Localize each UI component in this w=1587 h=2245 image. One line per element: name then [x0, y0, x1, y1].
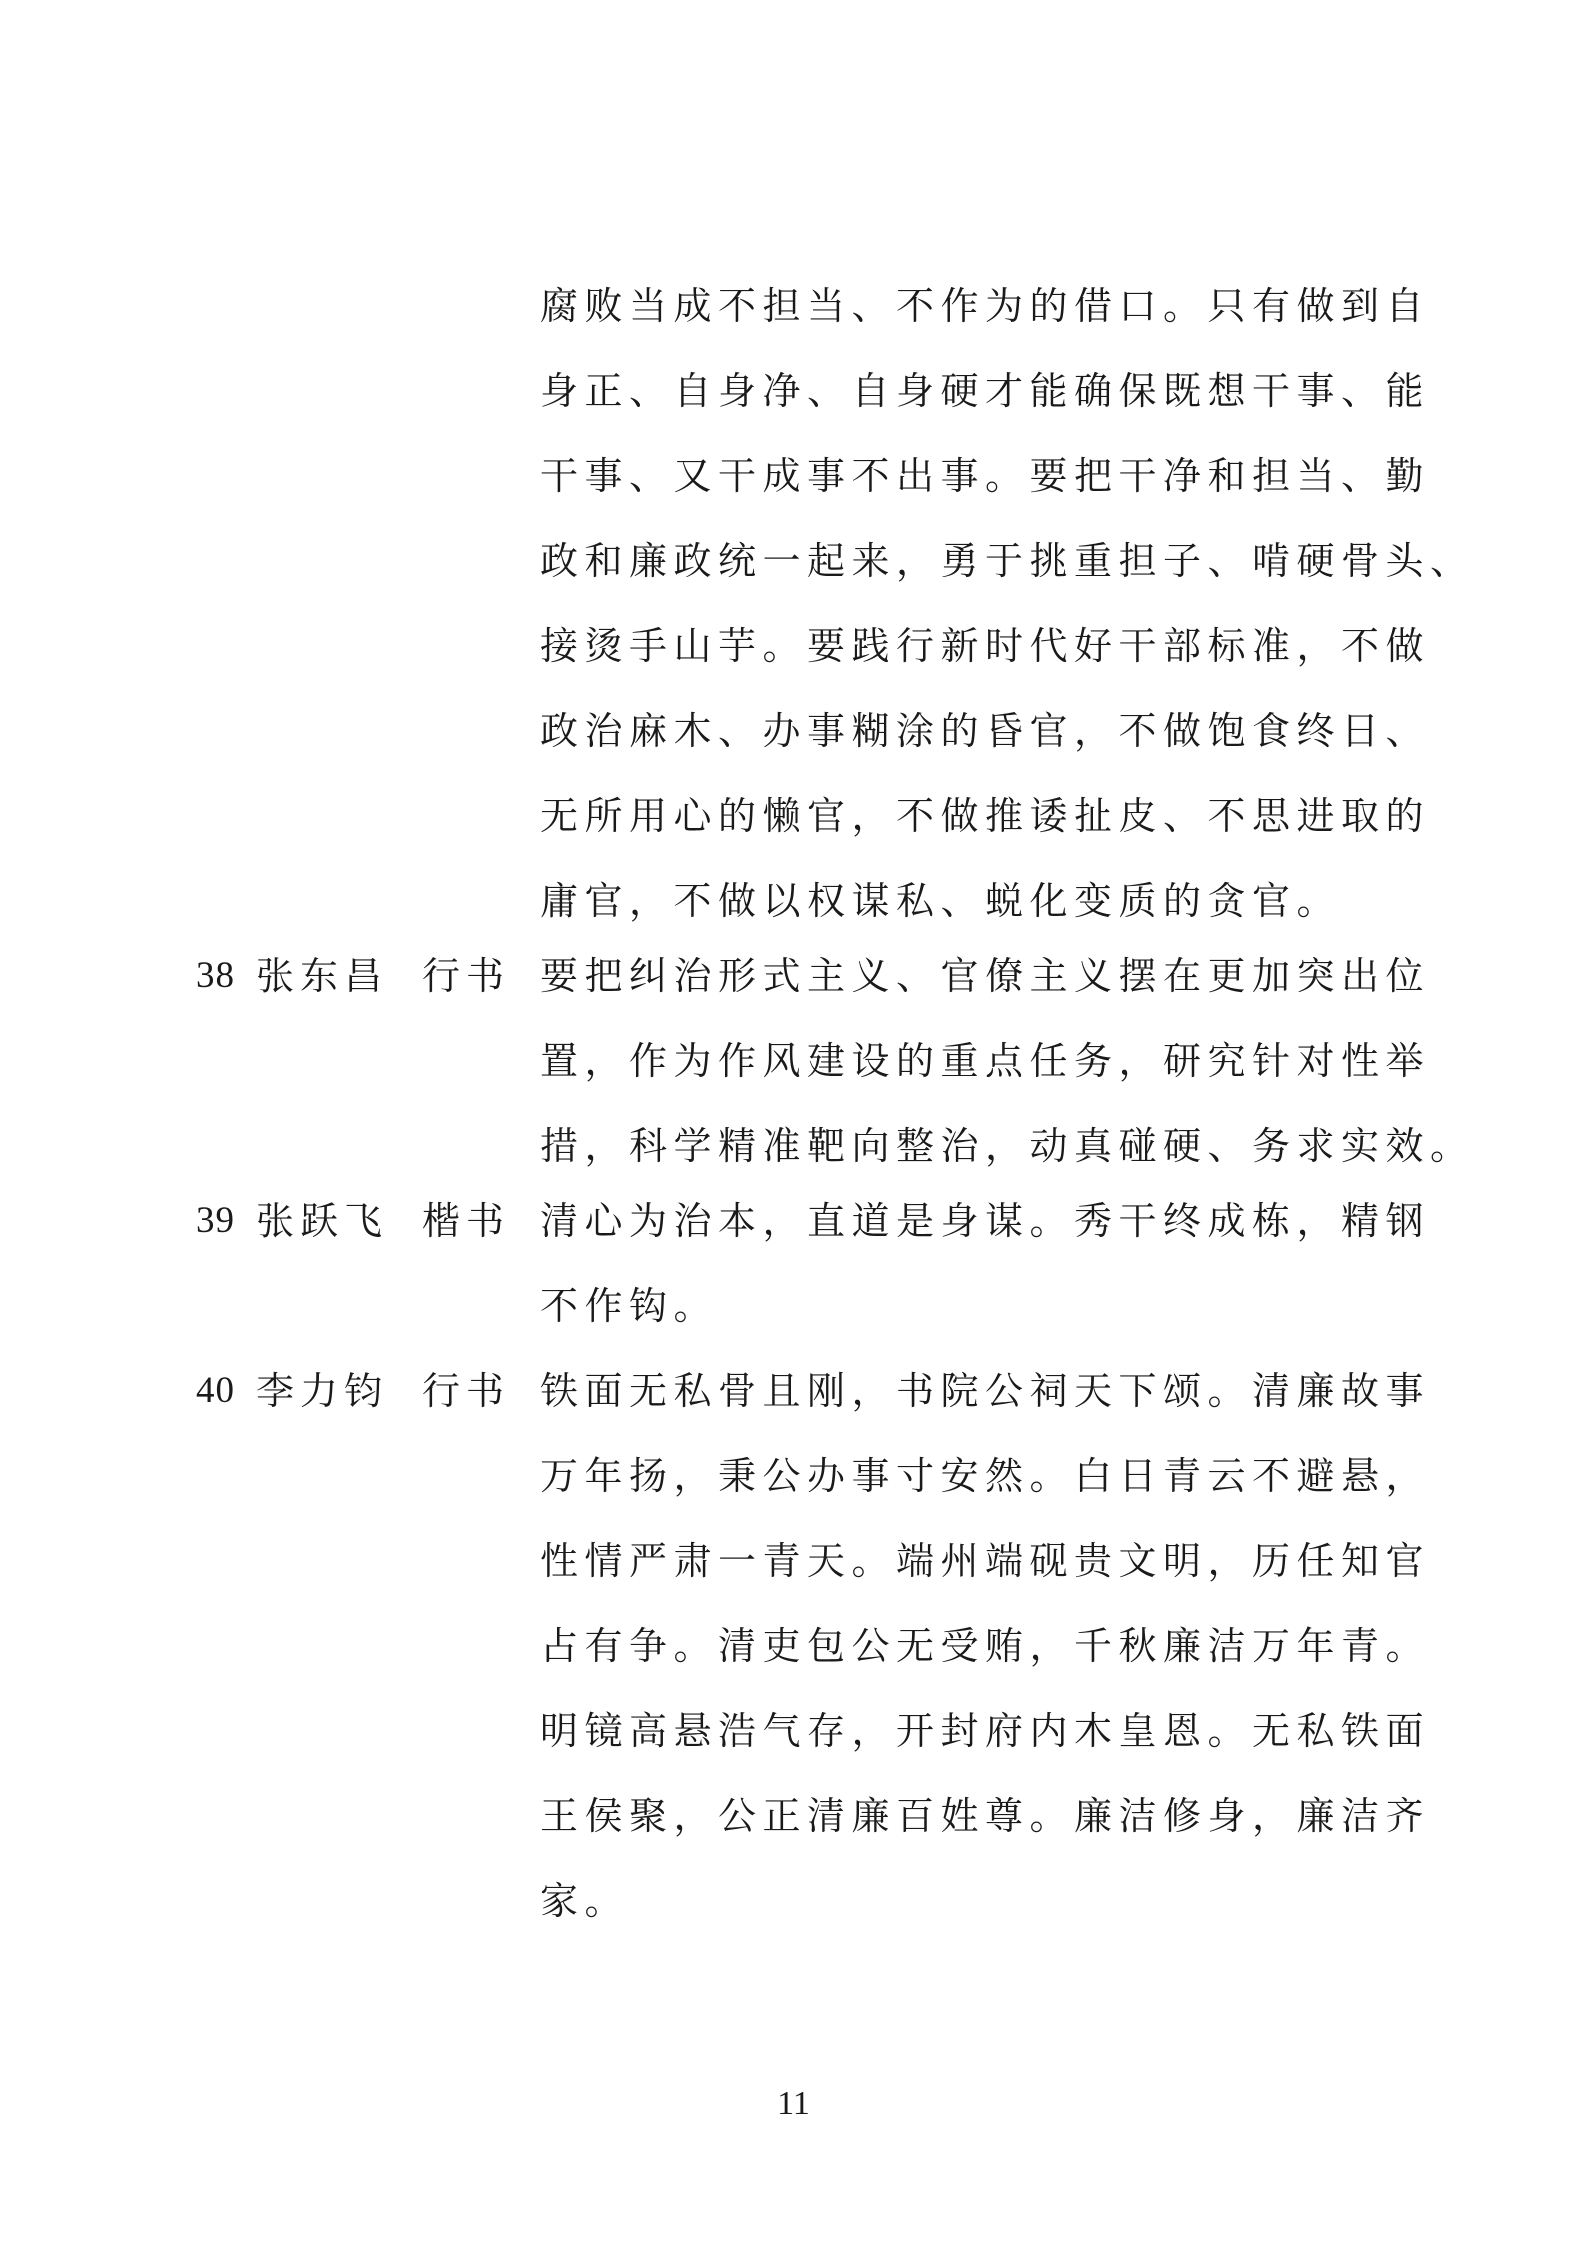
text-line: 王侯聚，公正清廉百姓尊。廉洁修身，廉洁齐 [540, 1794, 1431, 1838]
calligraphy-style: 行书 [422, 954, 511, 998]
text-line: 不作钩。 [540, 1284, 719, 1328]
text-line: 庸官，不做以权谋私、蜕化变质的贪官。 [540, 879, 1342, 923]
author-name: 张跃飞 [256, 1199, 389, 1243]
text-line: 明镜高悬浩气存，开封府内木皇恩。无私铁面 [540, 1709, 1431, 1753]
page-number: 11 [777, 2085, 810, 2122]
text-line: 措，科学精准靶向整治，动真碰硬、务求实效。 [540, 1124, 1475, 1168]
text-line: 腐败当成不担当、不作为的借口。只有做到自 [540, 284, 1431, 328]
text-line: 清心为治本，直道是身谋。秀干终成栋，精钢 [540, 1199, 1431, 1243]
text-line: 家。 [540, 1879, 630, 1923]
text-line: 铁面无私骨且刚，书院公祠天下颂。清廉故事 [540, 1369, 1431, 1413]
text-line: 无所用心的懒官，不做推诿扯皮、不思进取的 [540, 794, 1431, 838]
calligraphy-style: 行书 [422, 1369, 511, 1413]
author-name: 李力钧 [256, 1369, 389, 1413]
text-line: 政和廉政统一起来，勇于挑重担子、啃硬骨头、 [540, 539, 1475, 583]
author-name: 张东昌 [256, 954, 389, 998]
text-line: 身正、自身净、自身硬才能确保既想干事、能 [540, 369, 1431, 413]
text-line: 置，作为作风建设的重点任务，研究针对性举 [540, 1039, 1431, 1083]
text-line: 干事、又干成事不出事。要把干净和担当、勤 [540, 454, 1431, 498]
text-line: 性情严肃一青天。端州端砚贵文明，历任知官 [540, 1539, 1431, 1583]
calligraphy-style: 楷书 [422, 1199, 511, 1243]
text-line: 要把纠治形式主义、官僚主义摆在更加突出位 [540, 954, 1431, 998]
entry-number: 39 [196, 1200, 235, 1241]
text-line: 占有争。清吏包公无受贿，千秋廉洁万年青。 [540, 1624, 1431, 1668]
text-line: 政治麻木、办事糊涂的昏官，不做饱食终日、 [540, 709, 1431, 753]
entry-number: 40 [196, 1370, 235, 1411]
text-line: 接烫手山芋。要践行新时代好干部标准，不做 [540, 624, 1431, 668]
entry-number: 38 [196, 955, 235, 996]
text-line: 万年扬，秉公办事寸安然。白日青云不避悬， [540, 1454, 1431, 1498]
